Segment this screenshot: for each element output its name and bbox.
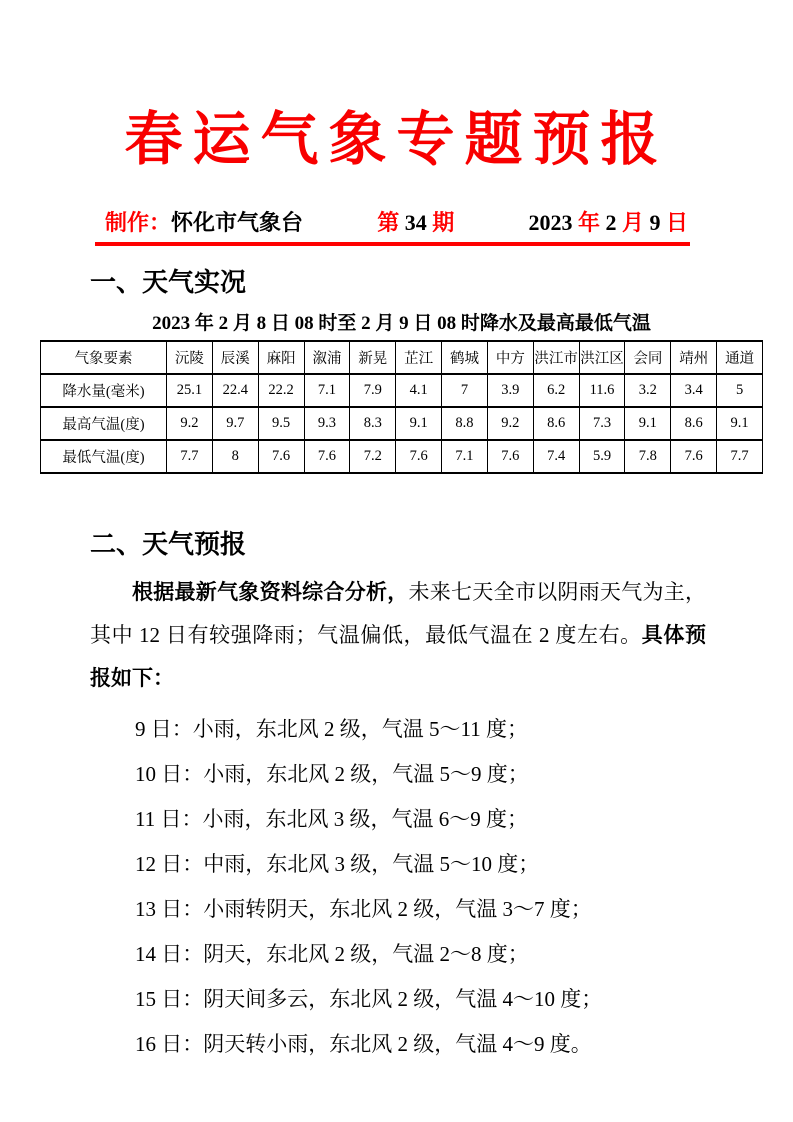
- issue-suffix: 期: [432, 210, 455, 235]
- column-header: 通道: [717, 341, 763, 374]
- table-cell: 5: [717, 374, 763, 407]
- table-cell: 9.1: [625, 407, 671, 440]
- table-cell: 7.8: [625, 440, 671, 473]
- issue-number-field: [377, 206, 454, 237]
- table-row: [41, 407, 763, 440]
- table-cell: 7.1: [442, 440, 488, 473]
- table-cell: 3.2: [625, 374, 671, 407]
- section-heading-weather-actual: 一、天气实况: [90, 268, 247, 297]
- column-header: 溆浦: [304, 341, 350, 374]
- table-cell: 7.6: [671, 440, 717, 473]
- table-cell: 7.6: [396, 440, 442, 473]
- table-cell: 7.7: [717, 440, 763, 473]
- table-cell: 6.2: [533, 374, 579, 407]
- column-header: 鹤城: [442, 341, 488, 374]
- table-cell: 9.7: [212, 407, 258, 440]
- forecast-item: 10 日：小雨，东北风 2 级，气温 5～9 度；: [135, 762, 529, 786]
- table-cell: 8.8: [442, 407, 488, 440]
- table-cell: 9.5: [258, 407, 304, 440]
- table-cell: 25.1: [167, 374, 213, 407]
- issue-date-field: [528, 206, 688, 237]
- masthead-info-row: [105, 206, 688, 237]
- intro-bold-tail: 具体预报如下：: [90, 623, 707, 690]
- forecast-item: 16 日：阴天转小雨，东北风 2 级，气温 4～9 度。: [135, 1032, 592, 1056]
- table-row: [41, 440, 763, 473]
- issue-prefix: 第: [377, 210, 400, 235]
- forecast-item: 9 日：小雨，东北风 2 级，气温 5～11 度；: [135, 717, 528, 741]
- document-title: 春运气象专题预报: [124, 107, 669, 172]
- table-cell: 7.9: [350, 374, 396, 407]
- row-label: 最高气温(度): [41, 407, 167, 440]
- table-cell: 4.1: [396, 374, 442, 407]
- column-header: 芷江: [396, 341, 442, 374]
- table-cell: 9.1: [396, 407, 442, 440]
- table-cell: 7.2: [350, 440, 396, 473]
- forecast-item: 12 日：中雨，东北风 3 级，气温 5～10 度；: [135, 852, 540, 876]
- forecast-list: [135, 707, 793, 1067]
- column-header: 洪江市: [533, 341, 579, 374]
- table-cell: 22.4: [212, 374, 258, 407]
- column-header: 新晃: [350, 341, 396, 374]
- forecast-item: 15 日：阴天间多云，东北风 2 级，气温 4～10 度；: [135, 987, 603, 1011]
- table-cell: 5.9: [579, 440, 625, 473]
- table-cell: 22.2: [258, 374, 304, 407]
- column-header: 洪江区: [579, 341, 625, 374]
- table-cell: 8.6: [671, 407, 717, 440]
- weather-table-caption: 2023 年 2 月 8 日 08 时至 2 月 9 日 08 时降水及最高最低气温: [152, 313, 651, 334]
- date-year: 2023: [528, 210, 573, 235]
- table-cell: 3.9: [487, 374, 533, 407]
- maker-field: [105, 206, 303, 237]
- table-cell: 9.3: [304, 407, 350, 440]
- issue-number: 34: [399, 210, 433, 235]
- section-heading-weather-forecast: 二、天气预报: [90, 530, 247, 559]
- table-cell: 7.6: [258, 440, 304, 473]
- table-cell: 7.7: [167, 440, 213, 473]
- row-label: 最低气温(度): [41, 440, 167, 473]
- intro-regular-text: 未来七天全市以阴雨天气为主，其中 12 日有较强降雨；气温偏低，最低气温在 2 度左右。: [90, 580, 706, 647]
- table-cell: 3.4: [671, 374, 717, 407]
- table-cell: 7.6: [487, 440, 533, 473]
- column-header: 中方: [487, 341, 533, 374]
- date-month-unit: 月: [616, 210, 650, 235]
- table-cell: 9.2: [167, 407, 213, 440]
- column-header: 气象要素: [41, 341, 167, 374]
- forecast-intro-paragraph: [90, 571, 706, 700]
- date-day: 9: [649, 210, 661, 235]
- weather-table-body: [41, 374, 763, 473]
- column-header: 靖州: [671, 341, 717, 374]
- weather-table-header-row: [41, 341, 763, 374]
- table-cell: 8.6: [533, 407, 579, 440]
- date-month: 2: [605, 210, 617, 235]
- table-cell: 9.1: [717, 407, 763, 440]
- table-cell: 8: [212, 440, 258, 473]
- table-cell: 7.1: [304, 374, 350, 407]
- weather-observation-table: [40, 340, 763, 474]
- masthead-rule: [95, 242, 690, 246]
- column-header: 麻阳: [258, 341, 304, 374]
- table-cell: 7.4: [533, 440, 579, 473]
- forecast-item: 14 日：阴天，东北风 2 级，气温 2～8 度；: [135, 942, 529, 966]
- intro-bold-lead: 根据最新气象资料综合分析，: [132, 580, 409, 604]
- column-header: 沅陵: [167, 341, 213, 374]
- table-cell: 7: [442, 374, 488, 407]
- table-cell: 7.6: [304, 440, 350, 473]
- row-label: 降水量(毫米): [41, 374, 167, 407]
- table-cell: 9.2: [487, 407, 533, 440]
- table-cell: 7.3: [579, 407, 625, 440]
- table-cell: 11.6: [579, 374, 625, 407]
- date-day-unit: 日: [660, 210, 688, 235]
- forecast-item: 11 日：小雨，东北风 3 级，气温 6～9 度；: [135, 807, 528, 831]
- table-row: [41, 374, 763, 407]
- column-header: 辰溪: [212, 341, 258, 374]
- forecast-item: 13 日：小雨转阴天，东北风 2 级，气温 3～7 度；: [135, 897, 592, 921]
- maker-value: 怀化市气象台: [171, 210, 304, 235]
- column-header: 会同: [625, 341, 671, 374]
- date-year-unit: 年: [572, 210, 606, 235]
- table-cell: 8.3: [350, 407, 396, 440]
- maker-label: 制作：: [105, 210, 172, 235]
